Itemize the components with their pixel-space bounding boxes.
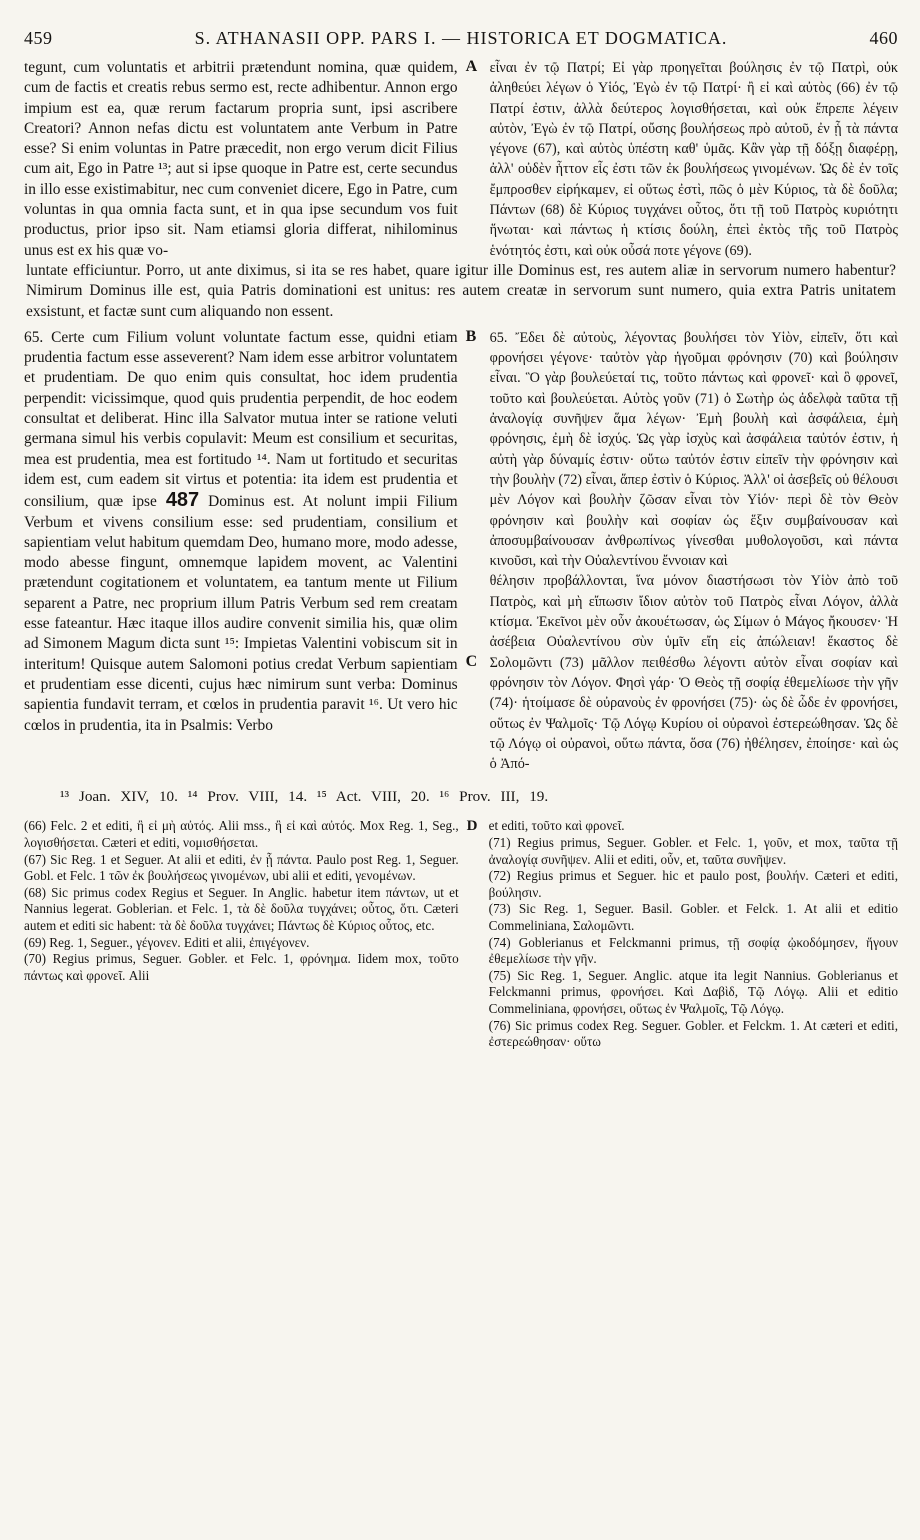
greek-text-a: εἶναι ἐν τῷ Πατρί; Εἰ γὰρ προηγεῖται βούλησις ἐν τῷ Πατρὶ, οὐκ ἀληθεύει λέγων ὁ Υἱός, Ἐγὼ ἐν τῷ Πατρί· ἢ εἰ καὶ αὐτὸς (66) ἐν τῷ Πατρί ἐστιν, ἀλλὰ δεύτερος λογισθήσεται, καὶ οὐκ ἔπρεπε λέγειν αὐτὸν, Ἐγὼ ἐν τῷ Πατρί, οὔσης βουλήσεως πρὸ αὐτοῦ, ἐν ᾗ τὰ πάντα γέγονε (67), καὶ αὐτὸς ὑπέστη καθ' ὑμᾶς. Κἂν γὰρ τῇ δόξῃ διαφέρῃ, ἀλλ' οὐδὲν ἧττον εἷς ἐστι τῶν ἐκ βουλήσεως γινομένων. Ὡς δὲ ἐν τοῖς ἔμπροσθεν εἰρήκαμεν, εἰ οὕτως ἐστὶ, πῶς ὁ μὲν Κύριος, τὰ δὲ δοῦλα; Πάντων (68) δὲ Κύριος τυγχάνει οὗτος, ὅτι τῇ τοῦ Πατρὸς κυριότητι ἥνωται· καὶ πάντως ἡ κτίσις δούλη, ἐπεὶ ἐκτὸς τῆς τοῦ Πατρὸς ἑνότητός ἐστι, καὶ οὐκ οὖσά ποτε γέγονε (69). bbox=[489, 60, 898, 259]
section-b bbox=[24, 328, 898, 775]
margin-markers-bc bbox=[466, 328, 482, 775]
footnote: (71) Regius primus, Seguer. Gobler. et Felc. 1, γοῦν, et mox, ταῦτα τῇ ἀναλογίᾳ συνῆψεν. Alii et editi, οὖν, et, ταῦτα συνῆψεν. bbox=[488, 834, 898, 867]
section-a bbox=[24, 58, 898, 261]
latin-text-a: tegunt, cum voluntatis et arbitrii prætendunt nomina, quæ quidem, cum de factis et creatis rebus sermo est, recte adhibentur. Annon ergo impium est ea, quæ rerum factarum propria sunt, ipsi ascribere Creatori? Annon nefas dictu est voluntatem ante Verbum in Patre esse? Si enim voluntas in Patre præcedit, non ergo verum dicit Filius cum ait, Ego in Patre ¹³; aut si ipse quoque in Patre est, certe secundus in illo esse existimabitur, nec cum conveniet dicere, Ego in Patre, cum voluntas in qua omnia facta sunt, et in qua ipse secundum vos fuit productus, prior ipso sit. Nam etiamsi gloria differat, nihilominus unus est ex his quæ vo- bbox=[24, 59, 458, 259]
footnote: et editi, τοῦτο καὶ φρονεῖ. bbox=[488, 818, 625, 834]
scripture-references: ¹³ Joan. XIV, 10. ¹⁴ Prov. VIII, 14. ¹⁵ Act. VIII, 20. ¹⁶ Prov. III, 19. bbox=[60, 788, 549, 806]
greek-column-a bbox=[490, 58, 898, 261]
notes-left-column bbox=[24, 818, 459, 1050]
footnote: (68) Sic primus codex Regius et Seguer. In Anglic. habetur item πάντων, ut et Nannius legerat. Goblerian. et Felc. 1, τὰ δὲ δοῦλα τυγχάνει; οὗτος, ὅτι. Cæteri autem et editi sic habent: τὰ δὲ δοῦλα τυγχάνει; Πάντως δὲ Κύριος οὗτος, etc. bbox=[24, 884, 459, 933]
footnote: (74) Goblerianus et Felckmanni primus, τῇ σοφίᾳ ᾠκοδόμησεν, ἥγουν ἐθεμελίωσε τὴν γῆν. bbox=[488, 934, 898, 967]
footnote: (72) Regius primus et Seguer. hic et paulo post, βουλήν. Cæteri et editi, βούλησιν. bbox=[488, 868, 898, 900]
latin-full-width-text: luntate efficiuntur. Porro, ut ante diximus, si ita se res habet, quare igitur ille Dominus est, res autem aliæ in servorum numero habentur? Nimirum Dominus ille est, quia Patris dominationi est unitus: res autem creatæ in servorum sunt numero, quia extra Patris unitatem exsistunt, et factæ sunt cum aliquando non essent. bbox=[26, 261, 896, 320]
left-page-number: 459 bbox=[24, 28, 53, 48]
footnote: (67) Sic Reg. 1 et Seguer. At alii et editi, ἐν ᾗ πάντα. Paulo post Reg. 1, Seguer. Gobl. et Felc. 1 τῶν ἐκ βουλήσεως γινομένων, ubi alii et editi, γενομένων. bbox=[24, 851, 459, 884]
margin-marker-b: B bbox=[465, 327, 477, 345]
footnote: (76) Sic primus codex Reg. Seguer. Gobler. et Felckm. 1. At cæteri et editi, ἐστερεώθησαν· οὕτω bbox=[488, 1017, 898, 1050]
footnote: (70) Regius primus, Seguer. Gobler. et Felc. 1, φρόνημα. Iidem mox, τοῦτο πάντως καὶ φρονεῖ. Alii bbox=[24, 951, 459, 983]
latin-text-b: 65. Certe cum Filium volunt voluntate factum esse, quidni etiam prudentia factum esse asseverent? Nam idem esse arbitror voluntatem et prudentiam. De quo enim quis consultat, hoc idem prudentia perpendit: vicissimque, quod quis prudentia perpendit, de hoc eodem consultat et deliberat. Hinc illa Salvator mutua inter se ratione veluti germana simul his verbis copulavit: Meum est consilium et securitas, mea est prudentia, mea est fortitudo ¹⁴. Nam ut fortitudo et securitas idem est, cum eadem sit virtus et potentia: ita idem est prudentia et consilium, quæ ipse 487 Dominus est. At nolunt impii Filium Verbum et vivens consilium esse: sed prudentiam, consilium et sapientiam velut habitum quemdam Deo, humano more, modo adesse, modo abesse fingunt, omnemque lapidem movent, ac Valentini prætendunt cogitationem et voluntatem, ea tantum mente ut Filium separent a Patre, nec proprium illum Patris Verbum sed rem creatam esse fateantur. Hæc itaque illos audire convenit similia his, quæ olim ad Simonem Magum dicta sunt ¹⁵: Impietas Valentini vobiscum sit in interitum! Quisque autem Salomoni potius credat Verbum sapientiam et prudentiam esse dicenti, cujus hæc nimirum sunt verba: Dominus sapientia fundavit terram, et cœlos in prudentia paravit ¹⁶. Ut vero hic cœlos in prudentia, ita in Psalmis: Verbo bbox=[24, 328, 458, 734]
running-title: S. ATHANASII OPP. PARS I. — HISTORICA ET DOGMATICA. bbox=[194, 28, 728, 48]
footnote: (69) Reg. 1, Seguer., γέγονεν. Editi et alii, ἐπιγέγονεν. bbox=[24, 934, 310, 950]
greek-text-b1: 65. Ἔδει δὲ αὐτοὺς, λέγοντας βουλήσει τὸν Υἱὸν, εἰπεῖν, ὅτι καὶ φρονήσει γέγονε· ταὐτὸν γὰρ ἡγοῦμαι φρόνησιν (70) καὶ βούλησιν εἶναι. Ὃ γὰρ βουλεύεταί τις, τοῦτο πάντως καὶ φρονεῖ· καὶ ὃ φρονεῖ, τοῦτο καὶ βουλεύεται. Αὐτὸς γοῦν (71) ὁ Σωτὴρ ὡς ἀδελφὰ ταῦτα τῇ ἀναλογίᾳ συνῆψεν ἅμα λέγων· Ἐμὴ βουλὴ καὶ ἀσφάλεια, ἐμὴ φρόνησις, ἐμὴ δὲ ἰσχύς. Ὡς γὰρ ἰσχὺς καὶ ἀσφάλεια ταὐτόν ἐστιν, ἡ αὐτὴ γὰρ δύναμίς ἐστιν· οὕτω ταὐτόν ἐστιν εἰπεῖν τὴν φρόνησιν καὶ τὴν βουλὴν (72) εἶναι, ἅπερ ἐστὶν ὁ Κύριος. Ἀλλ' οἱ ἀσεβεῖς οὐ θέλουσι μὲν Λόγον καὶ βουλὴν ζῶσαν εἶναι τὸν Υἱόν· περὶ δὲ τὸν Θεὸν φρόνησιν καὶ βουλὴν καὶ σοφίαν ὡς ἕξιν συμβαίνουσαν καὶ ἀποσυμβαίνουσαν ἀνθρωπίνως γίνεσθαι μυθολογοῦσι, καὶ πάντα κινοῦσι, καὶ τὴν Οὐαλεντίνου ἔννοιαν καὶ bbox=[489, 329, 898, 570]
margin-marker-c: C bbox=[465, 652, 478, 670]
latin-column-a bbox=[24, 58, 458, 261]
running-header bbox=[24, 28, 898, 58]
greek-text-b2: θέλησιν προβάλλονται, ἵνα μόνον διαστήσωσι τὸν Υἱὸν ἀπὸ τοῦ Πατρὸς, καὶ μὴ εἴπωσιν ἴδιον αὐτὸν τοῦ Πατρὸς εἶναι Λόγον, ἀλλὰ κτίσμα. Ἐκεῖνοι μὲν οὖν ἀκουέτωσαν, ὡς Σίμων ὁ Μάγος ἤκουσεν· Ἡ ἀσέβεια Οὐαλεντίνου σὺν ὑμῖν εἴη εἰς ἀπώλειαν! ἕκαστος δὲ Σολομῶντι (73) μᾶλλον πειθέσθω λέγοντι αὐτὸν εἶναι σοφίαν καὶ φρόνησιν τὸν Λόγον. Φησὶ γάρ· Ὁ Θεὸς τῇ σοφίᾳ ἐθεμελίωσε τὴν γῆν (74)· ἡτοίμασε δὲ οὐρανοὺς ἐν φρονήσει (75)· ὡς δὲ ὧδε ἐν φρονήσει, οὕτως ἐν Ψαλμοῖς· Τῷ Λόγῳ Κυρίου οἱ οὐρανοὶ ἐστερεώθησαν. Ὡς δὲ τῷ Λόγῳ οἱ οὐρανοὶ, οὕτω πάντα, ὅσα (76) ἠθέλησεν, ἐποίησε· καὶ ὡς ὁ Ἀπό- bbox=[489, 573, 898, 773]
footnotes bbox=[24, 818, 898, 1050]
footnote: (75) Sic Reg. 1, Seguer. Anglic. atque ita legit Nannius. Goblerianus et Felckmanni primus, φρονήσει. Καὶ Δαβὶδ, Τῷ Λόγῳ. Alii et editio Commeliniana, φρονήσει, οὕτως ἐν Ψαλμοῖς, Τῷ Λόγῳ. bbox=[488, 967, 898, 1016]
margin-marker-a: A bbox=[465, 58, 478, 75]
page-marker-487: 487 bbox=[165, 489, 200, 512]
latin-column-b bbox=[24, 328, 458, 775]
footnote: (66) Felc. 2 et editi, ἢ εἰ μὴ αὐτός. Alii mss., ἢ εἰ καὶ αὐτός. Mox Reg. 1, Seg., λογισθήσεται. Cæteri et editi, νομισθήσεται. bbox=[24, 818, 459, 850]
right-page-number: 460 bbox=[869, 28, 898, 48]
margin-marker-d: D bbox=[466, 818, 478, 835]
notes-right-column bbox=[489, 818, 898, 1050]
greek-column-b bbox=[490, 328, 898, 775]
footnote: (73) Sic Reg. 1, Seguer. Basil. Gobler. et Felck. 1. At alii et editio Commeliniana, Σαλομῶντι. bbox=[488, 901, 898, 933]
